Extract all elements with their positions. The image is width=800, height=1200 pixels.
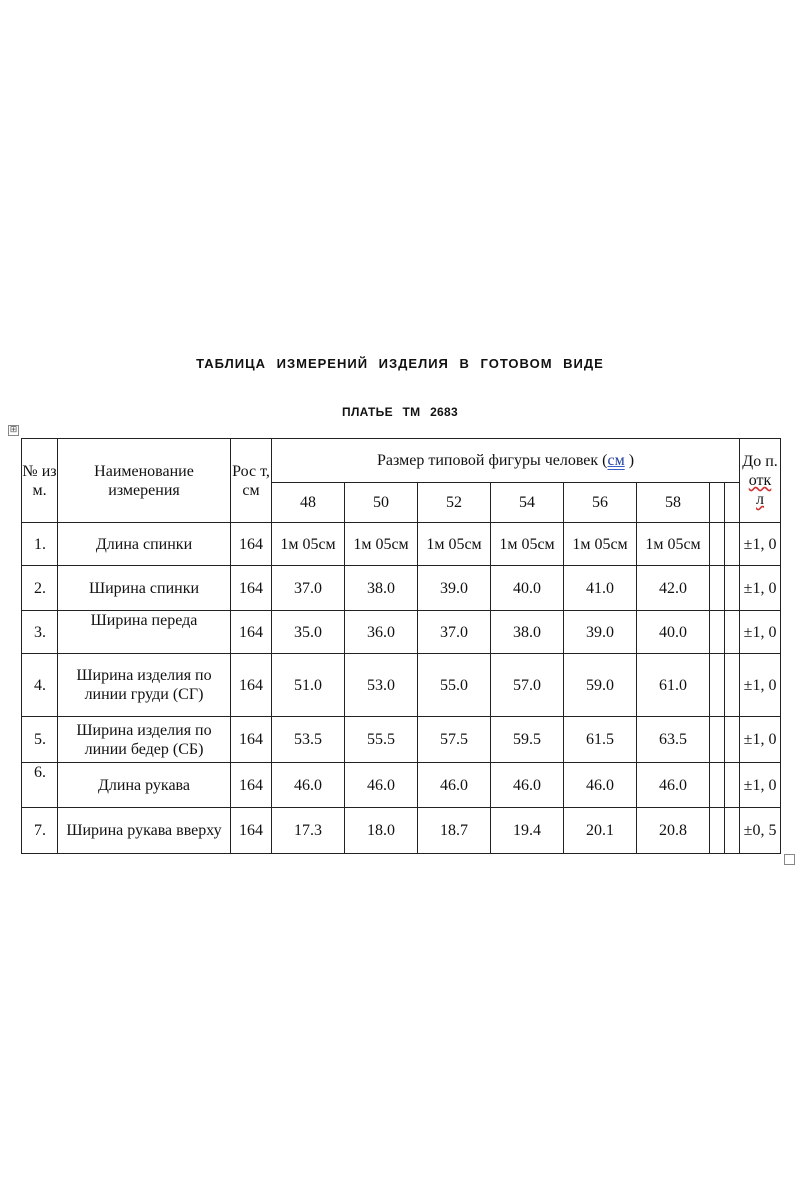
row-number: 6.: [22, 763, 58, 808]
row-value: 51.0: [272, 654, 345, 717]
row-value: 53.0: [345, 654, 418, 717]
row-height: 164: [231, 717, 272, 763]
row-value: 18.7: [418, 808, 491, 854]
row-name: Длина рукава: [58, 763, 231, 808]
row-empty-cell: [725, 717, 740, 763]
table-row: [22, 654, 781, 717]
header-height: Рос т, см: [231, 439, 272, 523]
row-value: 37.0: [272, 566, 345, 611]
row-number: 3.: [22, 611, 58, 654]
row-value: 46.0: [345, 763, 418, 808]
row-value: 61.5: [564, 717, 637, 763]
row-value: 1м 05см: [491, 523, 564, 566]
table-move-handle-icon[interactable]: ⊞: [9, 425, 18, 435]
row-name: Ширина изделия по линии груди (СГ): [58, 654, 231, 717]
row-height: 164: [231, 654, 272, 717]
header-number: № из м.: [22, 439, 58, 523]
row-tolerance: ±1, 0: [740, 654, 781, 717]
row-number: 1.: [22, 523, 58, 566]
table-row: [22, 566, 781, 611]
row-name: Ширина изделия по линии бедер (СБ): [58, 717, 231, 763]
header-size-48: 48: [272, 483, 345, 523]
row-value: 17.3: [272, 808, 345, 854]
row-value: 55.0: [418, 654, 491, 717]
row-empty-cell: [710, 611, 725, 654]
table-row: [22, 611, 781, 654]
row-empty-cell: [725, 523, 740, 566]
row-height: 164: [231, 808, 272, 854]
header-empty-col: [725, 483, 740, 523]
row-empty-cell: [710, 654, 725, 717]
table-resize-handle[interactable]: [784, 854, 795, 865]
row-empty-cell: [710, 808, 725, 854]
document-title: ТАБЛИЦА ИЗМЕРЕНИЙ ИЗДЕЛИЯ В ГОТОВОМ ВИДЕ: [196, 356, 604, 371]
row-value: 55.5: [345, 717, 418, 763]
row-empty-cell: [725, 808, 740, 854]
header-empty-col: [710, 483, 725, 523]
row-number: 4.: [22, 654, 58, 717]
size-group-unit: см: [607, 452, 625, 469]
header-size-50: 50: [345, 483, 418, 523]
header-size-group: [272, 439, 740, 483]
row-name: Ширина рукава вверху: [58, 808, 231, 854]
row-number: 7.: [22, 808, 58, 854]
row-empty-cell: [710, 763, 725, 808]
header-name: Наименование измерения: [58, 439, 231, 523]
row-name: Длина спинки: [58, 523, 231, 566]
tolerance-line-c: л: [756, 491, 765, 508]
row-tolerance: ±0, 5: [740, 808, 781, 854]
size-group-suffix: ): [628, 452, 635, 469]
row-empty-cell: [725, 654, 740, 717]
row-value: 37.0: [418, 611, 491, 654]
row-value: 39.0: [418, 566, 491, 611]
row-value: 35.0: [272, 611, 345, 654]
row-empty-cell: [710, 717, 725, 763]
tolerance-line-b: отк: [748, 472, 772, 489]
row-tolerance: ±1, 0: [740, 717, 781, 763]
header-size-52: 52: [418, 483, 491, 523]
row-value: 1м 05см: [637, 523, 710, 566]
row-value: 20.8: [637, 808, 710, 854]
document-subtitle: ПЛАТЬЕ ТМ 2683: [342, 405, 458, 419]
size-group-prefix: Размер типовой фигуры человек (: [377, 452, 608, 469]
row-value: 1м 05см: [418, 523, 491, 566]
row-value: 61.0: [637, 654, 710, 717]
row-value: 38.0: [345, 566, 418, 611]
row-empty-cell: [710, 523, 725, 566]
row-value: 59.0: [564, 654, 637, 717]
row-value: 46.0: [272, 763, 345, 808]
row-number: 5.: [22, 717, 58, 763]
row-value: 40.0: [637, 611, 710, 654]
row-height: 164: [231, 523, 272, 566]
row-value: 38.0: [491, 611, 564, 654]
row-value: 20.1: [564, 808, 637, 854]
row-value: 53.5: [272, 717, 345, 763]
row-value: 59.5: [491, 717, 564, 763]
row-tolerance: ±1, 0: [740, 566, 781, 611]
row-value: 57.0: [491, 654, 564, 717]
measurement-table: [21, 438, 781, 854]
table-row: [22, 808, 781, 854]
row-empty-cell: [725, 566, 740, 611]
header-size-56: 56: [564, 483, 637, 523]
row-value: 41.0: [564, 566, 637, 611]
row-value: 46.0: [491, 763, 564, 808]
row-empty-cell: [725, 763, 740, 808]
row-value: 46.0: [637, 763, 710, 808]
header-size-58: 58: [637, 483, 710, 523]
row-value: 46.0: [418, 763, 491, 808]
table-row: [22, 523, 781, 566]
row-height: 164: [231, 611, 272, 654]
row-tolerance: ±1, 0: [740, 611, 781, 654]
table-row: [22, 763, 781, 808]
row-height: 164: [231, 763, 272, 808]
header-size-54: 54: [491, 483, 564, 523]
table-row: [22, 717, 781, 763]
row-value: 36.0: [345, 611, 418, 654]
row-tolerance: ±1, 0: [740, 523, 781, 566]
row-value: 63.5: [637, 717, 710, 763]
row-empty-cell: [725, 611, 740, 654]
row-value: 18.0: [345, 808, 418, 854]
row-value: 57.5: [418, 717, 491, 763]
row-value: 42.0: [637, 566, 710, 611]
row-value: 46.0: [564, 763, 637, 808]
row-value: 39.0: [564, 611, 637, 654]
row-value: 1м 05см: [345, 523, 418, 566]
row-value: 40.0: [491, 566, 564, 611]
row-empty-cell: [710, 566, 725, 611]
row-name: Ширина спинки: [58, 566, 231, 611]
row-value: 1м 05см: [272, 523, 345, 566]
tolerance-line-a: До п.: [742, 453, 778, 470]
header-tolerance: [740, 439, 781, 523]
row-number: 2.: [22, 566, 58, 611]
row-tolerance: ±1, 0: [740, 763, 781, 808]
row-value: 19.4: [491, 808, 564, 854]
row-name: Ширина переда: [58, 611, 231, 654]
row-height: 164: [231, 566, 272, 611]
row-value: 1м 05см: [564, 523, 637, 566]
